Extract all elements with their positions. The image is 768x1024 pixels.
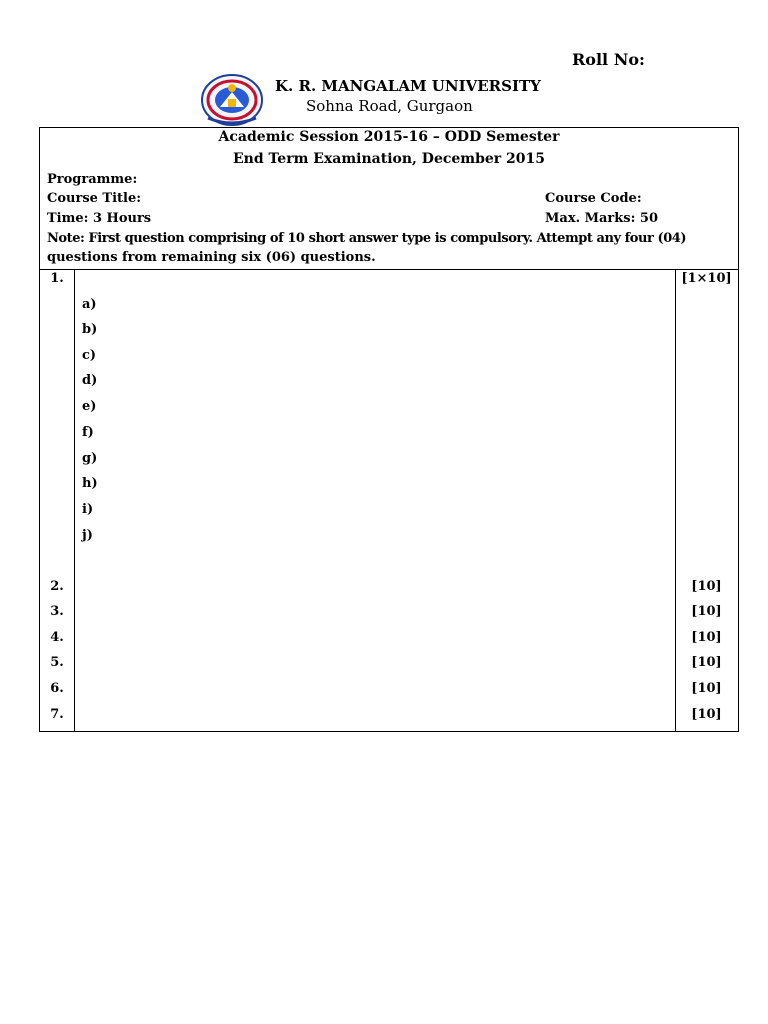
subpart-label: h) (82, 476, 98, 491)
subpart-label: g) (82, 451, 98, 466)
subpart-label: d) (82, 373, 98, 388)
question-marks: [10] (691, 604, 722, 619)
roll-no-label: Roll No: (572, 50, 645, 69)
question-marks: [10] (691, 630, 722, 645)
time-label: Time: 3 Hours (47, 211, 152, 226)
question-number: 3. (50, 604, 64, 619)
exam-title: End Term Examination, December 2015 (232, 151, 546, 167)
subpart-label: e) (82, 399, 97, 414)
question-number: 6. (50, 681, 64, 696)
subpart-label: f) (82, 425, 94, 440)
question-1-number: 1. (50, 271, 64, 286)
subpart-label: b) (82, 322, 98, 337)
question-marks: [10] (691, 681, 722, 696)
academic-session: Academic Session 2015-16 – ODD Semester (218, 129, 560, 145)
university-address: Sohna Road, Gurgaon (306, 97, 473, 115)
max-marks-label: Max. Marks: 50 (545, 211, 659, 226)
question-1-marks: [1×10] (681, 271, 732, 286)
question-marks: [10] (691, 655, 722, 670)
university-logo-icon (200, 74, 264, 126)
course-code-label: Course Code: (545, 191, 642, 206)
university-name: K. R. MANGALAM UNIVERSITY (275, 77, 541, 95)
programme-label: Programme: (47, 172, 138, 187)
course-title-label: Course Title: (47, 191, 142, 206)
note-line-1: Note: First question comprising of 10 short answer type is compulsory. Attempt any four (04) (47, 231, 687, 246)
subpart-label: c) (82, 348, 97, 363)
question-number: 7. (50, 707, 64, 722)
note-line-2: questions from remaining six (06) questions. (47, 250, 376, 265)
table-header-divider (39, 269, 738, 270)
question-marks: [10] (691, 579, 722, 594)
subpart-label: i) (82, 502, 94, 517)
question-number: 5. (50, 655, 64, 670)
question-number: 4. (50, 630, 64, 645)
number-column-divider (74, 269, 75, 731)
question-number: 2. (50, 579, 64, 594)
subpart-label: j) (82, 528, 93, 543)
question-marks: [10] (691, 707, 722, 722)
subpart-label: a) (82, 297, 97, 312)
